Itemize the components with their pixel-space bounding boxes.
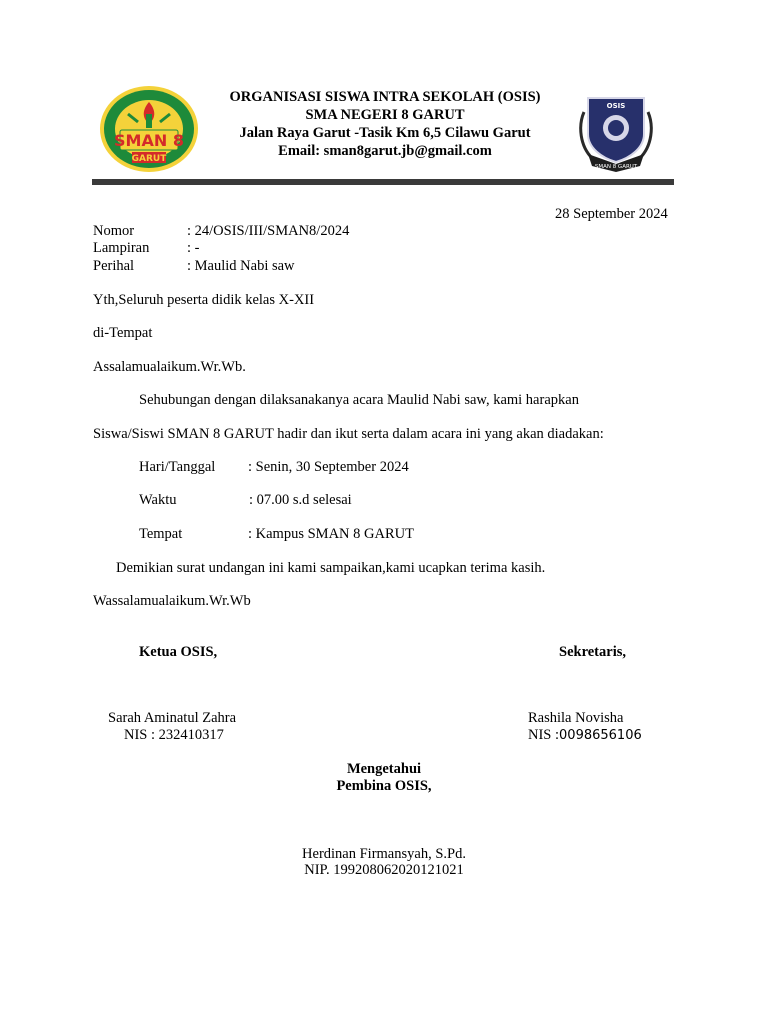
secretary-nis: 0098656106: [559, 728, 642, 743]
closing-sentence: Demikian surat undangan ini kami sampaikan,kami ucapkan terima kasih.: [116, 560, 546, 576]
chair-nis: 232410317: [158, 727, 224, 743]
chair-id-prefix: NIS :: [124, 727, 159, 743]
acknowledge-label: Mengetahui: [346, 761, 422, 777]
osis-logo-ribbon-text: SMAN 8 GARUT: [594, 164, 638, 170]
lampiran-value: : -: [187, 240, 200, 256]
detail-value-time: : 07.00 s.d selesai: [249, 492, 352, 508]
paragraph-line-1: Sehubungan dengan dilaksanakanya acara Maulid Nabi saw, kami harapkan: [139, 392, 579, 408]
secretary-id: [528, 726, 642, 745]
chair-name: Sarah Aminatul Zahra: [108, 710, 237, 726]
logo-subtext: GARUT: [131, 154, 167, 164]
logo-text: SMAN 8: [114, 131, 184, 150]
org-name: ORGANISASI SISWA INTRA SEKOLAH (OSIS): [229, 89, 541, 105]
detail-value-date: : Senin, 30 September 2024: [248, 459, 409, 475]
advisor-title: Pembina OSIS,: [336, 778, 432, 794]
nomor-value: : 24/OSIS/III/SMAN8/2024: [187, 223, 350, 239]
nomor-label: Nomor: [93, 223, 135, 239]
recipient-place: di-Tempat: [93, 325, 153, 341]
secretary-name: Rashila Novisha: [528, 710, 624, 726]
perihal-value: : Maulid Nabi saw: [187, 258, 295, 274]
school-name: SMA NEGERI 8 GARUT: [305, 107, 465, 123]
chair-id: [124, 726, 224, 744]
secretary-id-prefix: NIS :: [528, 727, 560, 743]
opening-greeting: Assalamualaikum.Wr.Wb.: [93, 359, 246, 375]
detail-label-place: Tempat: [139, 526, 183, 542]
secretary-title: Sekretaris,: [559, 644, 626, 660]
chair-title: Ketua OSIS,: [139, 644, 218, 660]
school-address: Jalan Raya Garut -Tasik Km 6,5 Cilawu Garut: [239, 125, 531, 141]
paragraph-line-2: Siswa/Siswi SMAN 8 GARUT hadir dan ikut serta dalam acara ini yang akan diadakan:: [93, 426, 604, 442]
detail-label-date: Hari/Tanggal: [139, 459, 216, 475]
school-email: Email: sman8garut.jb@gmail.com: [278, 143, 492, 159]
closing-greeting: Wassalamualaikum.Wr.Wb: [93, 593, 251, 609]
letter-date: 28 September 2024: [555, 206, 668, 222]
advisor-nip: NIP. 199208062020121021: [304, 862, 464, 878]
detail-value-place: : Kampus SMAN 8 GARUT: [248, 526, 414, 542]
letterhead: [190, 88, 580, 160]
school-logo: [98, 84, 200, 174]
recipient: Yth,Seluruh peserta didik kelas X-XII: [93, 292, 315, 308]
advisor-name: Herdinan Firmansyah, S.Pd.: [302, 846, 466, 862]
detail-label-time: Waktu: [139, 492, 177, 508]
osis-logo: [574, 86, 658, 172]
lampiran-label: Lampiran: [93, 240, 150, 256]
letterhead-divider: [92, 179, 674, 185]
perihal-label: Perihal: [93, 258, 135, 274]
osis-logo-top-text: OSIS: [606, 102, 626, 110]
